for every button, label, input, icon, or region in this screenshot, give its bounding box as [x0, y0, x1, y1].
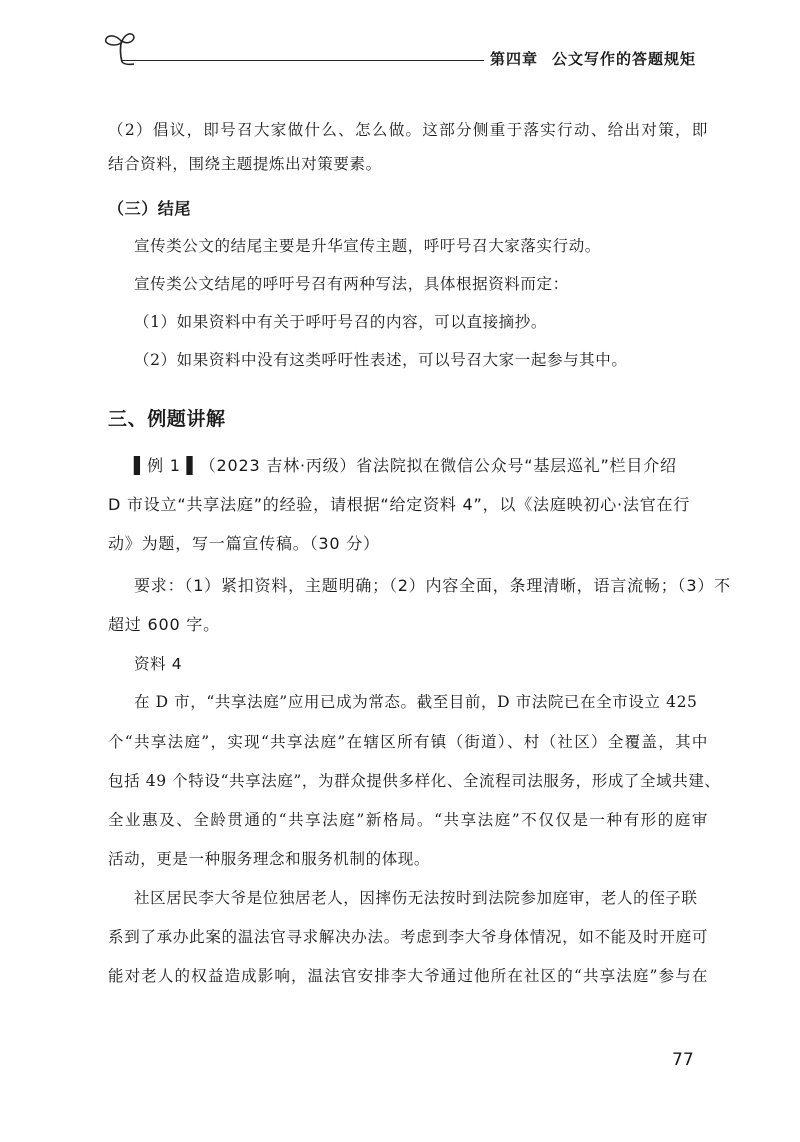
material-line: 在 D 市，“共享法庭”应用已成为常态。截至目前，D 市法院已在全市设立 425	[134, 693, 698, 711]
example-line: 动》为题，写一篇宣传稿。（30 分）	[108, 534, 380, 553]
material-line: 个“共享法庭”，实现“共享法庭”在辖区所有镇（街道）、村（社区）全覆盖，其中	[108, 733, 708, 751]
example-line: D 市设立“共享法庭”的经验，请根据“给定资料 4”，以《法庭映初心·法官在行	[108, 495, 691, 514]
header-rule	[122, 60, 484, 61]
material-label: 资料 4	[134, 655, 183, 673]
material-line: 全业惠及、全龄贯通的“共享法庭”新格局。“共享法庭”不仅仅是一种有形的庭审	[108, 811, 708, 829]
subheading-ending: （三）结尾	[108, 199, 192, 218]
chapter-label: 第四章	[490, 50, 539, 68]
paragraph-line: （2）如果资料中没有这类呼吁性表述，可以号召大家一起参与其中。	[134, 351, 628, 369]
paragraph-line: （1）如果资料中有关于呼吁号召的内容，可以直接摘抄。	[134, 313, 547, 331]
requirement-line: 要求：（1）紧扣资料，主题明确；（2）内容全面，条理清晰，语言流畅；（3）不	[134, 576, 731, 595]
material-line: 活动，更是一种服务理念和服务机制的体现。	[108, 850, 431, 868]
paragraph-line: 宣传类公文的结尾主要是升华宣传主题，呼吁号召大家落实行动。	[134, 237, 601, 255]
material-line: 系到了承办此案的温法官寻求解决办法。考虑到李大爷身体情况，如不能及时开庭可	[108, 928, 708, 946]
page-number: 77	[672, 1050, 694, 1070]
section-title: 三、例题讲解	[108, 408, 226, 430]
example-line: ▌例 1 ▌（2023 吉林·丙级）省法院拟在微信公众号“基层巡礼”栏目介绍	[134, 456, 677, 475]
material-line: 社区居民李大爷是位独居老人，因摔伤无法按时到法院参加庭审，老人的侄子联	[134, 889, 698, 907]
paragraph-line: （2）倡议，即号召大家做什么、怎么做。这部分侧重于落实行动、给出对策，即	[108, 121, 708, 139]
material-line: 能对老人的权益造成影响，温法官安排李大爷通过他所在社区的“共享法庭”参与在	[108, 967, 708, 985]
chapter-header	[490, 48, 696, 69]
paragraph-line: 结合资料，围绕主题提炼出对策要素。	[108, 155, 382, 173]
paragraph-line: 宣传类公文结尾的呼吁号召有两种写法，具体根据资料而定：	[134, 275, 569, 293]
requirement-line: 超过 600 字。	[108, 615, 220, 634]
chapter-title: 公文写作的答题规矩	[552, 50, 697, 68]
material-line: 包括 49 个特设“共享法庭”，为群众提供多样化、全流程司法服务，形成了全域共建、	[108, 772, 721, 790]
